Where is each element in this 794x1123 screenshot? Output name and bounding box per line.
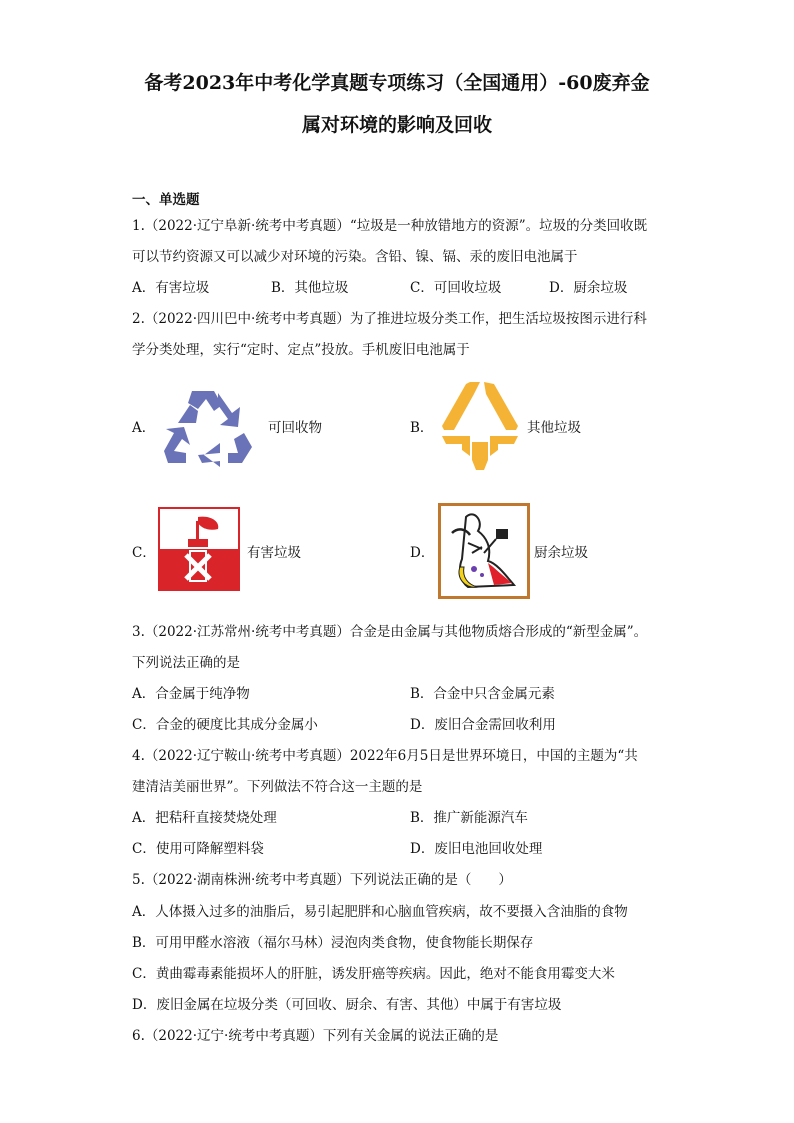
hazardous-waste-icon (158, 507, 240, 591)
q4-stem-line-1: 4.（2022·辽宁鞍山·统考中考真题）2022年6月5日是世界环境日，中国的主题为“共 (132, 748, 638, 764)
q1-option-a: A．有害垃圾 (132, 280, 210, 296)
q2-option-a-letter: A． (132, 420, 156, 436)
q2-option-a-caption: 可回收物 (268, 420, 322, 436)
q4-option-c: C．使用可降解塑料袋 (132, 841, 264, 857)
q2-option-b-letter: B． (410, 420, 434, 436)
q3-option-b: B．合金中只含金属元素 (410, 686, 555, 702)
q1-stem-line-1: 1.（2022·辽宁阜新·统考中考真题）“垃圾是一种放错地方的资源”。垃圾的分类回收既 (132, 218, 648, 234)
q4-option-d: D．废旧电池回收处理 (410, 841, 543, 857)
q5-option-b: B．可用甲醛水溶液（福尔马林）浸泡肉类食物，使食物能长期保存 (132, 935, 534, 951)
q4-option-a: A．把秸秆直接焚烧处理 (132, 810, 277, 826)
q1-option-d: D．厨余垃圾 (549, 280, 628, 296)
section-heading: 一、单选题 (132, 192, 200, 208)
q3-option-c: C．合金的硬度比其成分金属小 (132, 717, 318, 733)
recycle-icon (162, 383, 256, 469)
q2-option-d-letter: D． (410, 545, 435, 561)
document-title-line-1: 备考2023年中考化学真题专项练习（全国通用）-60废弃金 (144, 72, 650, 94)
q4-option-b: B．推广新能源汽车 (410, 810, 528, 826)
q2-option-c-letter: C． (132, 545, 156, 561)
q5-stem-line-1: 5.（2022·湖南株洲·统考中考真题）下列说法正确的是（ ） (132, 872, 512, 888)
q2-stem-line-2: 学分类处理，实行“定时、定点”投放。手机废旧电池属于 (132, 342, 470, 358)
q4-stem-line-2: 建清洁美丽世界”。下列做法不符合这一主题的是 (132, 779, 423, 795)
q3-stem-line-1: 3.（2022·江苏常州·统考中考真题）合金是由金属与其他物质熔合形成的“新型金属”。 (132, 624, 648, 640)
other-waste-icon (440, 380, 520, 474)
q6-stem-line-1: 6.（2022·辽宁·统考中考真题）下列有关金属的说法正确的是 (132, 1028, 499, 1044)
q2-option-d-caption: 厨余垃圾 (534, 545, 588, 561)
q2-stem-line-1: 2.（2022·四川巴中·统考中考真题）为了推进垃圾分类工作，把生活垃圾按图示进行科 (132, 311, 647, 327)
kitchen-waste-icon (438, 503, 530, 599)
q5-option-d: D．废旧金属在垃圾分类（可回收、厨余、有害、其他）中属于有害垃圾 (132, 997, 562, 1013)
q5-option-c: C．黄曲霉毒素能损坏人的肝脏，诱发肝癌等疾病。因此，绝对不能食用霉变大米 (132, 966, 615, 982)
q1-option-c: C．可回收垃圾 (410, 280, 502, 296)
q1-stem-line-2: 可以节约资源又可以减少对环境的污染。含铅、镍、镉、汞的废旧电池属于 (132, 249, 578, 265)
q2-option-c-caption: 有害垃圾 (247, 545, 301, 561)
q3-option-d: D．废旧合金需回收利用 (410, 717, 556, 733)
q3-stem-line-2: 下列说法正确的是 (132, 655, 240, 671)
document-title-line-2: 属对环境的影响及回收 (301, 114, 492, 136)
q2-option-b-caption: 其他垃圾 (527, 420, 581, 436)
q5-option-a: A．人体摄入过多的油脂后，易引起肥胖和心脑血管疾病，故不要摄入含油脂的食物 (132, 904, 628, 920)
q3-option-a: A．合金属于纯净物 (132, 686, 250, 702)
q1-option-b: B．其他垃圾 (271, 280, 349, 296)
